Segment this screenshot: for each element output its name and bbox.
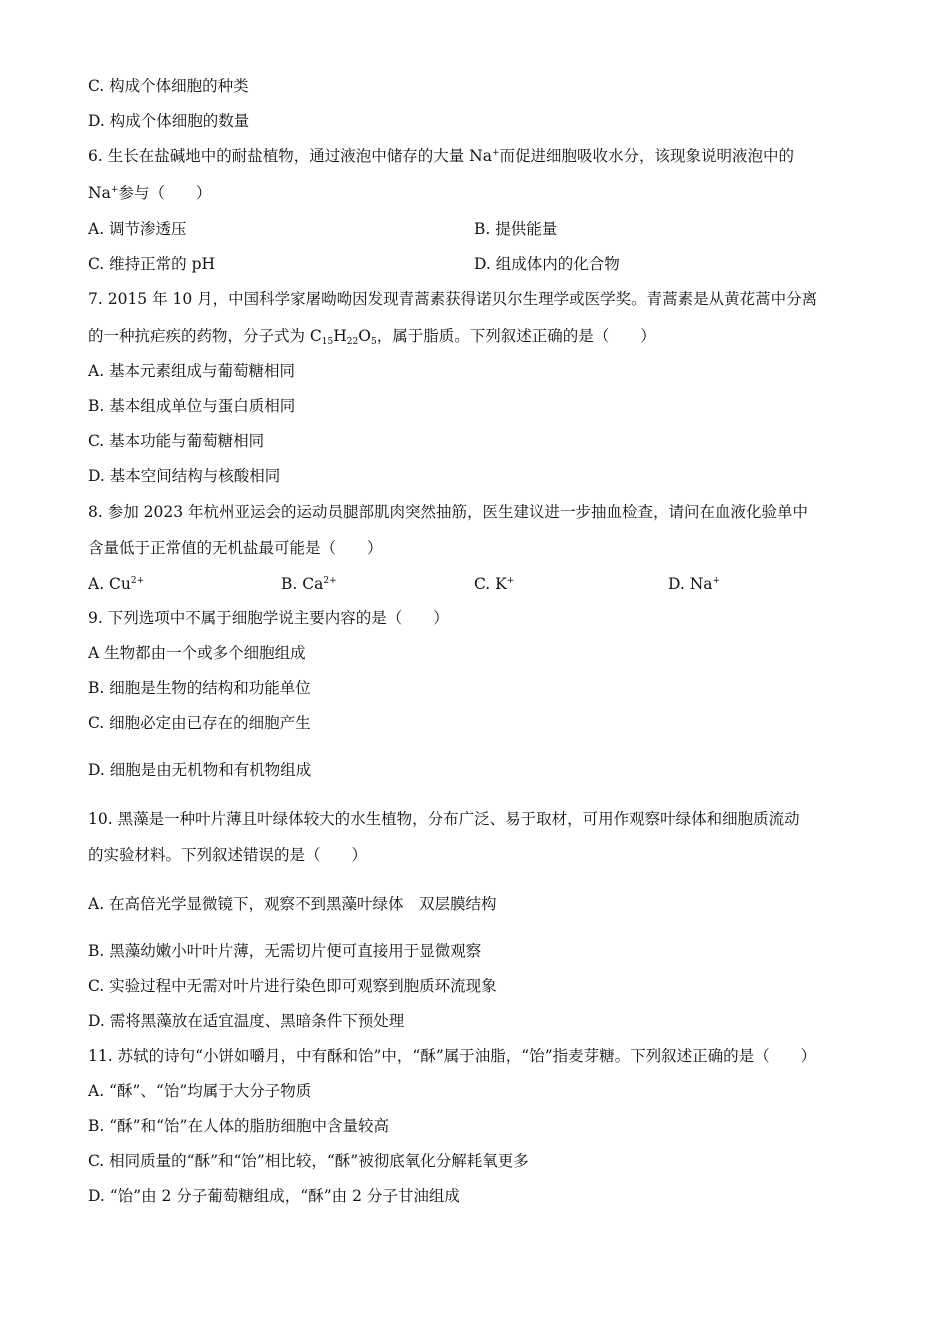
q6-option-a: A. 调节渗透压 [88, 220, 187, 238]
q9-option-d: D. 细胞是由无机物和有机物组成 [88, 761, 312, 779]
q5-option-c: C. 构成个体细胞的种类 [88, 77, 249, 95]
q7-stem-line2: 的一种抗疟疾的药物，分子式为 $C_{15}H_{22}O_5$，属于脂质。下列叙述正确的是（ ） [88, 327, 656, 347]
q11-stem: 11. 苏轼的诗句“小饼如嚼月，中有酥和饴”中，“酥”属于油脂，“饴”指麦芽糖。下列叙述正确的是（ ） [88, 1047, 817, 1065]
q7-stem-line1: 7. 2015 年 10 月，中国科学家屠呦呦因发现青蒿素获得诺贝尔生理学或医学奖。青蒿素是从黄花蒿中分离 [88, 290, 818, 308]
q8-option-d: D. Na+ [668, 575, 721, 593]
q9-option-b: B. 细胞是生物的结构和功能单位 [88, 679, 311, 697]
q10-option-b: B. 黑藻幼嫩小叶叶片薄，无需切片便可直接用于显微观察 [88, 942, 482, 960]
q6-stem-line1: 6. 生长在盐碱地中的耐盐植物，通过液泡中储存的大量 Na+而促进细胞吸收水分，该现象说明液泡中的 [88, 147, 795, 165]
q8-option-c: C. K+ [474, 575, 515, 593]
q7-option-b: B. 基本组成单位与蛋白质相同 [88, 397, 296, 415]
q7-option-a: A. 基本元素组成与葡萄糖相同 [88, 362, 296, 380]
q6-option-d: D. 组成体内的化合物 [474, 255, 620, 273]
q10-stem-line2: 的实验材料。下列叙述错误的是（ ） [88, 846, 368, 864]
q6-option-b: B. 提供能量 [474, 220, 558, 238]
q10-stem-line1: 10. 黑藻是一种叶片薄且叶绿体较大的水生植物，分布广泛、易于取材，可用作观察叶绿体和细胞质流动 [88, 810, 800, 828]
q11-option-c: C. 相同质量的“酥”和“饴”相比较，“酥”被彻底氧化分解耗氧更多 [88, 1152, 529, 1170]
q10-option-c: C. 实验过程中无需对叶片进行染色即可观察到胞质环流现象 [88, 977, 497, 995]
q10-option-d: D. 需将黑藻放在适宜温度、黑暗条件下预处理 [88, 1012, 405, 1030]
q9-option-c: C. 细胞必定由已存在的细胞产生 [88, 714, 311, 732]
q11-option-d: D. “饴”由 2 分子葡萄糖组成，“酥”由 2 分子甘油组成 [88, 1187, 460, 1205]
q8-option-b: B. $Ca^{2+}$ [281, 575, 337, 593]
q7-option-c: C. 基本功能与葡萄糖相同 [88, 432, 265, 450]
q9-option-a: A 生物都由一个或多个细胞组成 [88, 644, 306, 662]
q11-option-b: B. “酥”和“饴”在人体的脂肪细胞中含量较高 [88, 1117, 389, 1135]
q6-option-c: C. 维持正常的 pH [88, 255, 216, 273]
q11-option-a: A. “酥”、“饴”均属于大分子物质 [88, 1082, 312, 1100]
q6-stem-line2: Na+参与（ ） [88, 184, 212, 202]
q5-option-d: D. 构成个体细胞的数量 [88, 112, 250, 130]
q10-option-a: A. 在高倍光学显微镜下，观察不到黑藻叶绿体 双层膜结构 [88, 895, 497, 913]
q8-stem-line1: 8. 参加 2023 年杭州亚运会的运动员腿部肌肉突然抽筋，医生建议进一步抽血检查，请问在血液化验单中 [88, 503, 809, 521]
q9-stem: 9. 下列选项中不属于细胞学说主要内容的是（ ） [88, 609, 449, 627]
q8-stem-line2: 含量低于正常值的无机盐最可能是（ ） [88, 539, 383, 557]
q7-option-d: D. 基本空间结构与核酸相同 [88, 467, 281, 485]
q8-option-a: A. $Cu^{2+}$ [88, 575, 145, 593]
